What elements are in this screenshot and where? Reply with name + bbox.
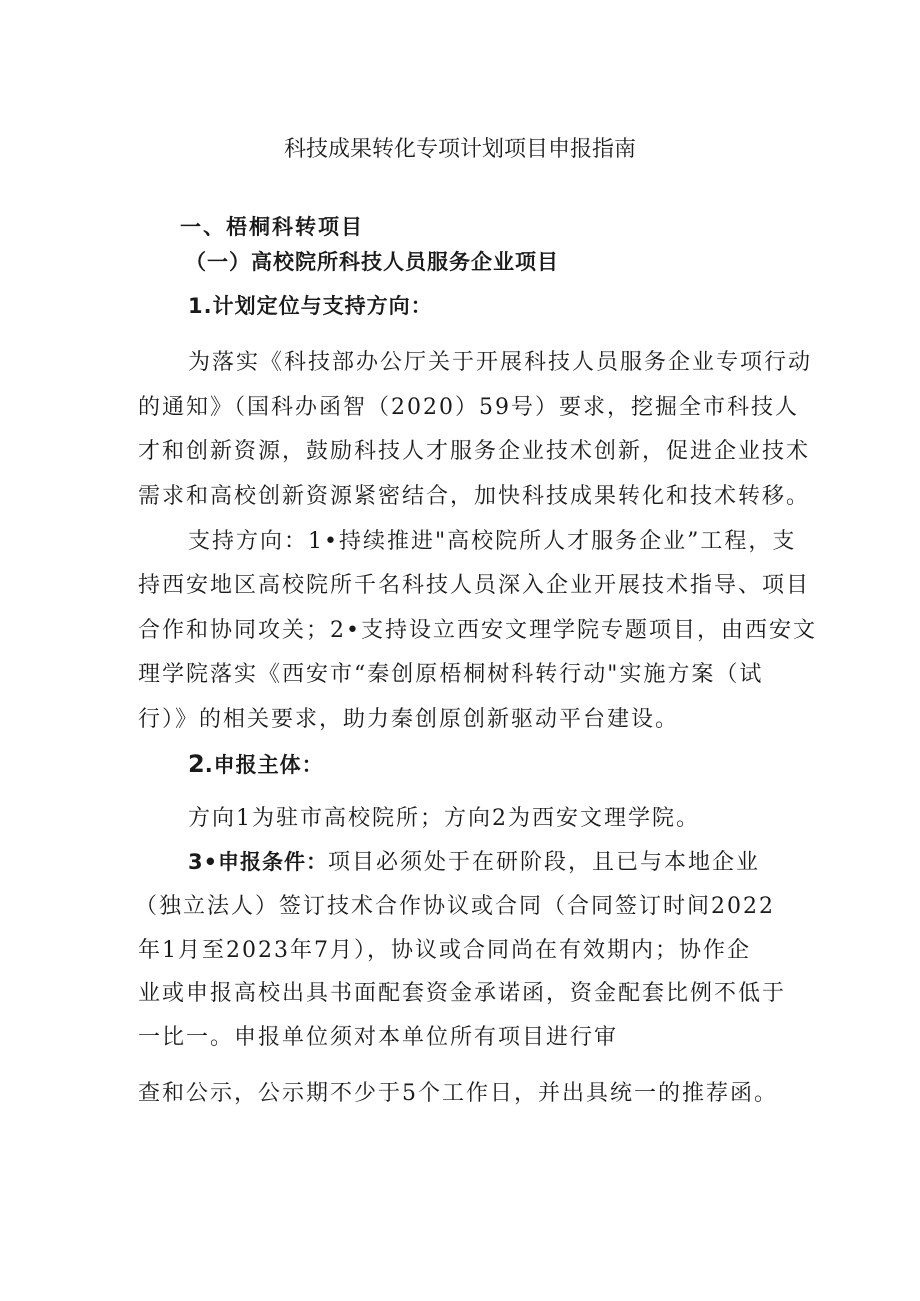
- paragraph-line: 为落实《科技部办公厅关于开展科技人员服务企业专项行动: [188, 350, 813, 375]
- paragraph-line: 一比一。申报单位须对本单位所有项目进行审: [138, 1025, 619, 1050]
- paragraph-line: 支持方向：1•持续推进"高校院所人才服务企业”工程，支: [188, 529, 797, 554]
- section-heading: 一、梧桐科转项目: [180, 215, 364, 239]
- paragraph-line: 的通知》（国科办函智（2020）59号）要求，挖掘全市科技人: [138, 395, 799, 420]
- paragraph-line: 合作和协同攻关；2•支持设立西安文理学院专题项目，由西安文: [138, 618, 817, 643]
- paragraph-line: 方向1为驻市高校院所；方向2为西安文理学院。: [188, 806, 700, 831]
- item-conditions-first-line: [188, 852, 760, 874]
- item-heading-text: .申报主体：: [204, 753, 324, 777]
- item-heading-applicant: [188, 752, 324, 777]
- paragraph-line: （独立法人）签订技术合作协议或合同（合同签订时间2022: [135, 894, 775, 919]
- subsection-heading: （一）高校院所科技人员服务企业项目: [185, 250, 559, 274]
- paragraph-line: 才和创新资源，鼓励科技人才服务企业技术创新，促进企业技术: [138, 439, 811, 464]
- paragraph-line: 年1月至2023年7月），协议或合同尚在有效期内；协作企: [138, 938, 751, 963]
- paragraph-line: 理学院落实《西安市“秦创原梧桐树科转行动"实施方案（试: [138, 662, 764, 687]
- paragraph-line: 查和公示，公示期不少于5个工作日，并出具统一的推荐函。: [138, 1081, 778, 1106]
- paragraph-text: 项目必须处于在研阶段，且已与本地企业: [328, 850, 761, 875]
- item-heading-plan: 1.计划定位与支持方向：: [188, 294, 433, 318]
- item-number: 2: [188, 750, 205, 778]
- paragraph-line: 持西安地区高校院所千名科技人员深入企业开展技术指导、项目: [138, 573, 811, 598]
- document-title: 科技成果转化专项计划项目申报指南: [283, 137, 636, 162]
- paragraph-line: 需求和高校创新资源紧密结合，加快科技成果转化和技术转移。: [138, 484, 811, 509]
- item-heading-conditions: 3•申报条件：: [188, 850, 329, 874]
- paragraph-line: 行）》的相关要求，助力秦创原创新驱动平台建设。: [138, 707, 680, 732]
- paragraph-line: 业或申报高校出具书面配套资金承诺函，资金配套比例不低于: [138, 981, 787, 1006]
